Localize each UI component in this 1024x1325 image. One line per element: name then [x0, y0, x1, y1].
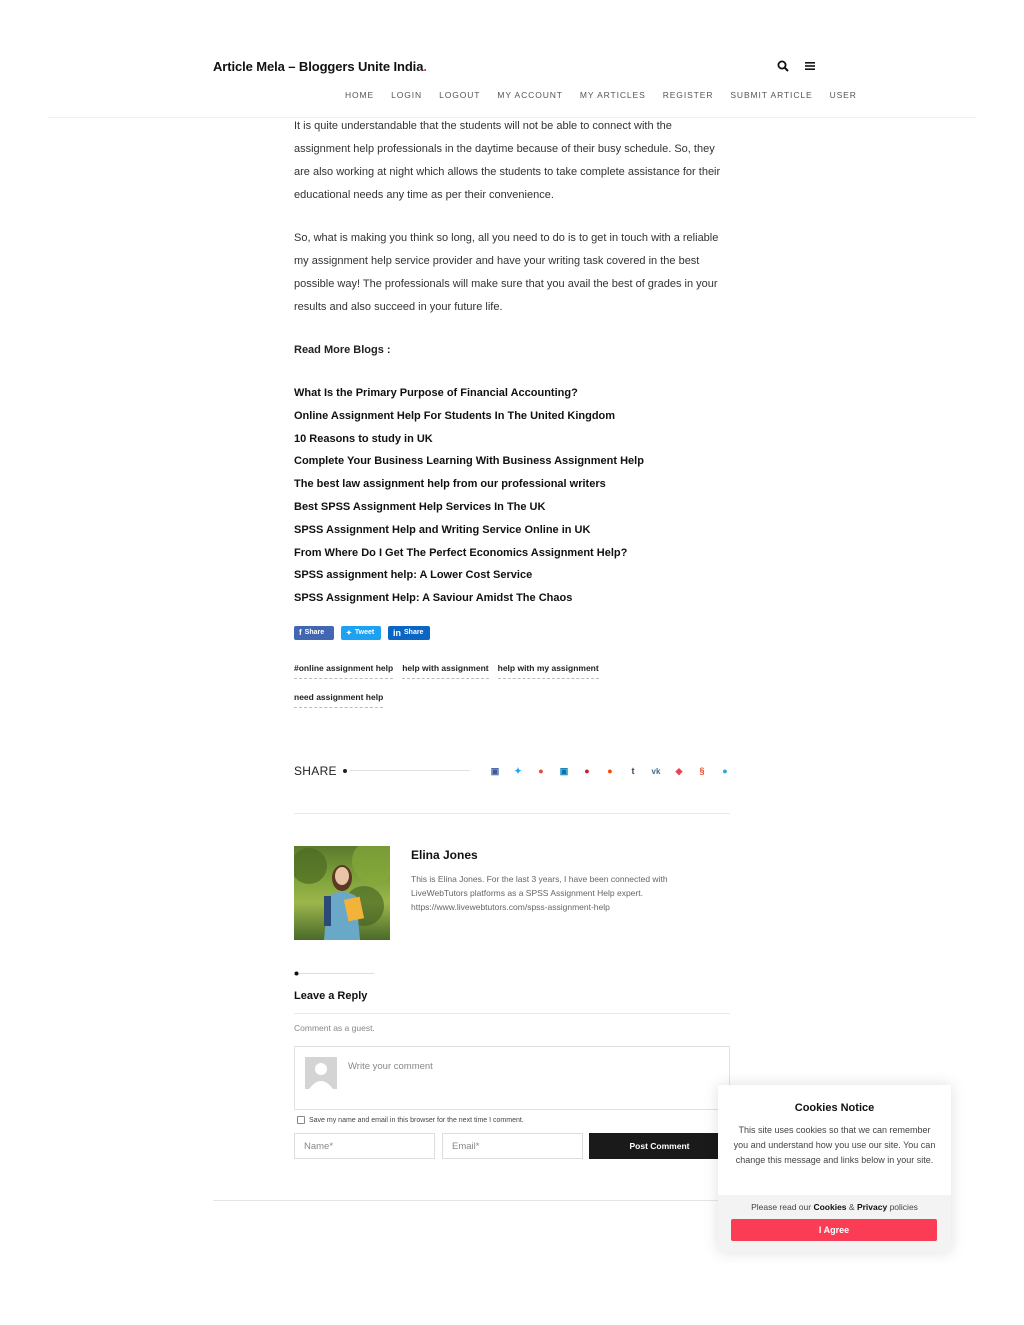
- comment-textarea[interactable]: [294, 1046, 730, 1110]
- reply-section-decoration: [294, 971, 374, 976]
- vk-icon[interactable]: vk: [651, 766, 661, 776]
- tag-link[interactable]: need assignment help: [294, 691, 383, 708]
- search-icon[interactable]: [777, 59, 791, 73]
- site-title-text: Article Mela – Bloggers Unite India: [213, 59, 424, 74]
- site-title-dot: .: [423, 59, 427, 74]
- cookie-policies-line: [718, 1202, 951, 1212]
- cookie-read-prefix: Please read our: [751, 1202, 812, 1212]
- cookie-read-suffix: policies: [889, 1202, 918, 1212]
- pocket-icon[interactable]: ◆: [675, 765, 683, 776]
- author-divider: [294, 813, 730, 814]
- related-link[interactable]: Complete Your Business Learning With Business Assignment Help: [294, 455, 644, 468]
- article-paragraph: It is quite understandable that the students will not be able to connect with the assignment help professionals in the daytime because of their busy schedule. So, they are also working at night which allows the students to take complete assistance for their educational needs any time as per their convenience.: [294, 120, 721, 201]
- reddit-icon[interactable]: ●: [607, 766, 613, 776]
- tag-list: [294, 662, 654, 720]
- related-link[interactable]: The best law assignment help from our professional writers: [294, 478, 606, 491]
- facebook-share-label: Share: [304, 629, 325, 637]
- tumblr-icon[interactable]: t: [631, 766, 635, 776]
- tweet-label: Tweet: [354, 629, 375, 637]
- tag-link[interactable]: #online assignment help: [294, 662, 393, 679]
- linkedin-share-label: Share: [404, 629, 424, 637]
- telegram-icon[interactable]: ●: [722, 766, 728, 776]
- menu-icon[interactable]: [804, 59, 818, 73]
- nav-home[interactable]: HOME: [345, 90, 375, 100]
- twitter-tweet-button[interactable]: [341, 626, 381, 640]
- nav-register[interactable]: REGISTER: [662, 90, 714, 100]
- related-link[interactable]: Best SPSS Assignment Help Services In The UK: [294, 500, 546, 513]
- read-more-heading: Read More Blogs :: [294, 344, 391, 356]
- main-nav: [345, 90, 857, 100]
- share-row: [294, 762, 730, 780]
- email-placeholder: Email*: [452, 1141, 480, 1152]
- save-info-label: Save my name and email in this browser for the next time I comment.: [309, 1116, 524, 1124]
- stumbleupon-icon[interactable]: §: [699, 766, 705, 776]
- share-dot: [343, 769, 347, 773]
- related-link[interactable]: SPSS Assignment Help and Writing Service Online in UK: [294, 523, 591, 536]
- nav-login[interactable]: LOGIN: [391, 90, 423, 100]
- cookie-notice: [718, 1085, 951, 1252]
- related-link[interactable]: SPSS assignment help: A Lower Cost Service: [294, 569, 533, 582]
- social-icons: [487, 764, 733, 778]
- cookie-text: This site uses cookies so that we can remember you and understand how you use our site. You can change this message and links below in your site.: [733, 1125, 936, 1165]
- related-link[interactable]: From Where Do I Get The Perfect Economics Assignment Help?: [294, 546, 628, 559]
- facebook-share-button[interactable]: [294, 626, 334, 640]
- related-link[interactable]: 10 Reasons to study in UK: [294, 432, 433, 445]
- linkedin-share-button[interactable]: [388, 626, 430, 640]
- cookie-title: Cookies Notice: [794, 1102, 875, 1114]
- comment-placeholder: Write your comment: [348, 1061, 433, 1072]
- pinterest-icon[interactable]: ●: [584, 766, 590, 776]
- related-link[interactable]: SPSS Assignment Help: A Saviour Amidst The Chaos: [294, 592, 573, 605]
- twitter-icon[interactable]: ✦: [514, 765, 522, 776]
- reply-divider: [294, 1013, 730, 1014]
- cookie-amp: &: [848, 1202, 855, 1212]
- nav-submit-article[interactable]: SUBMIT ARTICLE: [730, 90, 813, 100]
- article-paragraph: So, what is making you think so long, all you need to do is to get in touch with a reliable my assignment help service provider and have your writing task covered in the best possible way! The professionals will make sure that you avail the best of grades in your results and also succeed in your future life.: [294, 232, 719, 313]
- linkedin-icon[interactable]: ▣: [559, 765, 569, 776]
- name-field[interactable]: [294, 1133, 435, 1159]
- article-body: [294, 115, 730, 720]
- twitter-icon: ✦: [346, 629, 352, 637]
- tag-link[interactable]: help with my assignment: [498, 662, 599, 679]
- name-placeholder: Name*: [304, 1141, 334, 1152]
- related-link[interactable]: What Is the Primary Purpose of Financial Accounting?: [294, 387, 578, 399]
- google-plus-icon[interactable]: ●: [538, 766, 544, 776]
- nav-my-account[interactable]: MY ACCOUNT: [497, 90, 563, 100]
- cookies-policy-link[interactable]: Cookies: [813, 1202, 847, 1212]
- guest-label: Comment as a guest.: [294, 1023, 375, 1033]
- privacy-policy-link[interactable]: Privacy: [856, 1202, 888, 1212]
- post-comment-button[interactable]: Post Comment: [589, 1133, 730, 1159]
- site-title[interactable]: [213, 59, 427, 74]
- nav-my-articles[interactable]: MY ARTICLES: [579, 90, 646, 100]
- linkedin-icon: in: [393, 627, 401, 638]
- author-photo: [294, 846, 390, 940]
- tag-link[interactable]: help with assignment: [402, 662, 488, 679]
- author-name[interactable]: Elina Jones: [411, 848, 478, 862]
- share-label: SHARE: [294, 764, 337, 778]
- save-info-checkbox[interactable]: [297, 1116, 305, 1124]
- facebook-icon: f: [299, 628, 302, 638]
- email-field[interactable]: [442, 1133, 583, 1159]
- save-info-row: [297, 1116, 524, 1124]
- author-bio: This is Elina Jones. For the last 3 years, I have been connected with LiveWebTutors platforms as a SPSS Assignment Help expert. https://www.livewebtutors.com/spss-assignment-help: [411, 874, 668, 912]
- cookie-footer: [718, 1195, 951, 1252]
- avatar: [305, 1057, 337, 1089]
- agree-button[interactable]: I Agree: [731, 1219, 937, 1241]
- share-line: [350, 770, 470, 771]
- inline-share-buttons: [294, 626, 730, 640]
- leave-reply-heading: Leave a Reply: [294, 990, 368, 1002]
- related-link[interactable]: Online Assignment Help For Students In The United Kingdom: [294, 409, 616, 422]
- facebook-icon[interactable]: ▣: [490, 765, 500, 776]
- nav-user[interactable]: USER: [829, 90, 857, 100]
- nav-logout[interactable]: LOGOUT: [439, 90, 481, 100]
- related-links: [294, 382, 730, 610]
